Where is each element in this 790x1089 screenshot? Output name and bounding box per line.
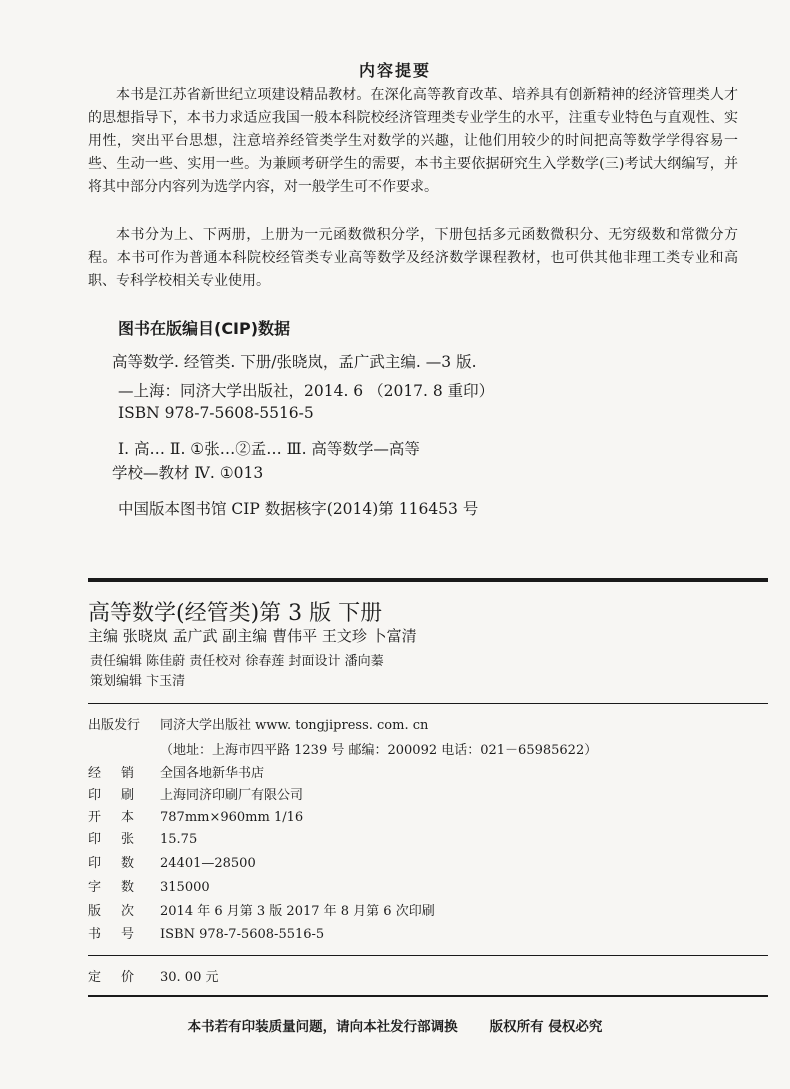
publisher-row	[88, 714, 428, 734]
summary-paragraph-1: 本书是江苏省新世纪立项建设精品教材。在深化高等教育改革、培养具有创新精神的经济管理类人才的思想指导下，本书力求适应我国一般本科院校经济管理类专业学生的水平，注重专业特色与直观性、实用性，突出平台思想，注意培养经管类学生对数学的兴趣，让他们用较少的时间把高等数学学得容易一些、生动一些、实用一些。为兼顾考研学生的需要，本书主要依据研究生入学数学(三)考试大纲编写，并将其中部分内容列为选学内容，对一般学生可不作要求。	[88, 87, 738, 195]
pub-value: 787mm×960mm 1/16	[160, 810, 304, 825]
cip-line-5: 学校—教材 Ⅳ. ①013	[112, 464, 264, 482]
publisher-label: 出版发行	[88, 718, 141, 733]
price-value: 30. 00 元	[160, 970, 219, 985]
pub-row-word-count	[88, 876, 210, 896]
cip-line-2: —上海：同济大学出版社，2014. 6 （2017. 8 重印）	[118, 382, 495, 400]
price-row	[88, 966, 218, 986]
pub-value: 全国各地新华书店	[160, 766, 265, 781]
staff-line-1: 责任编辑 陈佳蔚 责任校对 徐春莲 封面设计 潘向蓁	[90, 654, 384, 669]
rights-notice: 版权所有 侵权必究	[489, 1019, 603, 1035]
editors-line: 主编 张晓岚 孟广武 副主编 曹伟平 王文珍 卜富清	[88, 627, 417, 645]
pub-label: 印数	[88, 856, 155, 871]
staff-line-2: 策划编辑 卞玉清	[90, 674, 186, 689]
price-label: 定价	[88, 970, 155, 985]
pub-label: 版次	[88, 904, 155, 919]
pub-value: 315000	[160, 880, 210, 895]
pub-value: 24401—28500	[160, 856, 256, 871]
pub-value: ISBN 978-7-5608-5516-5	[160, 927, 325, 942]
pub-row-isbn	[88, 923, 324, 943]
pub-row-format	[88, 806, 303, 826]
quality-notice: 本书若有印装质量问题，请向本社发行部调换	[187, 1019, 458, 1035]
pub-label: 印刷	[88, 788, 155, 803]
cip-line-4: Ⅰ. 高… Ⅱ. ①张…②孟… Ⅲ. 高等数学—高等	[118, 440, 420, 458]
pub-label: 印张	[88, 832, 155, 847]
pub-label: 开本	[88, 810, 155, 825]
thin-divider-2	[88, 955, 768, 956]
pub-label: 经销	[88, 766, 155, 781]
pub-row-distribution	[88, 762, 264, 782]
pub-label: 书号	[88, 927, 155, 942]
pub-value: 2014 年 6 月第 3 版 2017 年 8 月第 6 次印刷	[160, 904, 435, 919]
bottom-divider	[88, 995, 768, 997]
pub-value: 15.75	[160, 832, 198, 847]
address-row: （地址：上海市四平路 1239 号 邮编：200092 电话：021－65985622）	[160, 743, 598, 758]
pub-row-printing	[88, 784, 303, 804]
pub-row-sheets	[88, 828, 197, 848]
cip-line-3: ISBN 978-7-5608-5516-5	[118, 404, 314, 422]
cip-line-6: 中国版本图书馆 CIP 数据核字(2014)第 116453 号	[118, 500, 479, 518]
summary-paragraph-2: 本书分为上、下两册，上册为一元函数微积分学，下册包括多元函数微积分、无穷级数和常微分方程。本书可作为普通本科院校经管类专业高等数学及经济数学课程教材，也可供其他非理工类专业和高职、专科学校相关专业使用。	[88, 227, 738, 289]
pub-label: 字数	[88, 880, 155, 895]
thin-divider-1	[88, 703, 768, 704]
pub-row-edition	[88, 900, 435, 920]
footer	[0, 1015, 790, 1035]
summary-title: 内容提要	[358, 61, 431, 80]
book-title: 高等数学(经管类)第 3 版 下册	[88, 601, 383, 626]
thick-divider	[88, 578, 768, 582]
pub-row-print-run	[88, 852, 256, 872]
publisher-value: 同济大学出版社 www. tongjipress. com. cn	[160, 718, 429, 733]
cip-line-1: 高等数学. 经管类. 下册/张晓岚，孟广武主编. —3 版.	[112, 353, 477, 371]
pub-value: 上海同济印刷厂有限公司	[160, 788, 304, 803]
cip-heading: 图书在版编目(CIP)数据	[118, 319, 291, 338]
